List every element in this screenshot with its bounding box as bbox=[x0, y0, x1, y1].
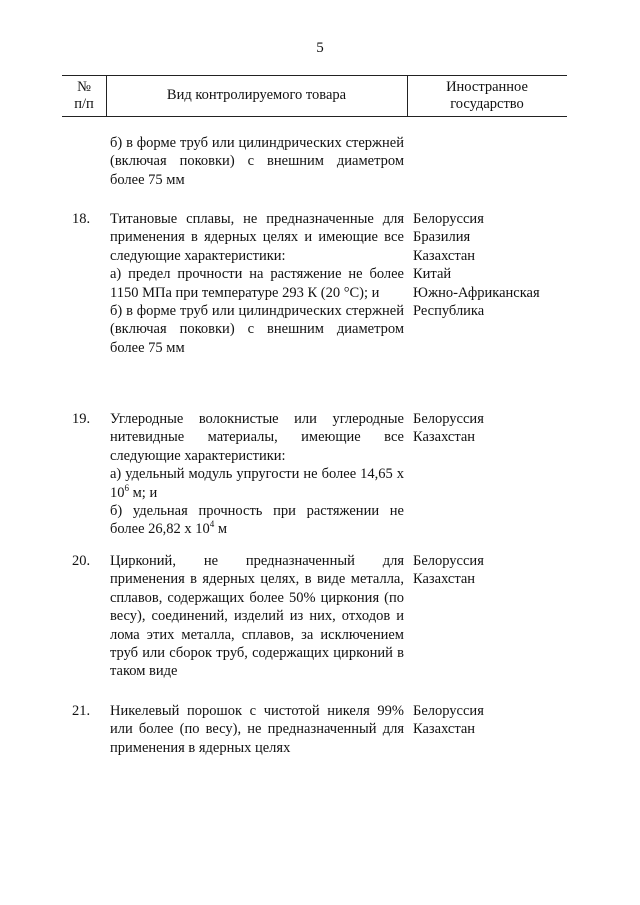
country: Южно-Африканская bbox=[413, 284, 540, 301]
item-b-exponent: 4 bbox=[209, 519, 215, 530]
row-description bbox=[110, 410, 404, 539]
description-item-b: б) в форме труб или цилиндрических стержней (включая поковки) с внешним диаметром более 75 мм bbox=[110, 303, 404, 356]
header-goods-type: Вид контролируемого товара bbox=[166, 87, 347, 103]
row-countries bbox=[413, 552, 573, 589]
country: Белоруссия bbox=[413, 553, 484, 569]
item-a-exponent: 6 bbox=[124, 482, 129, 493]
country: Казахстан bbox=[413, 721, 476, 738]
country: Белоруссия bbox=[413, 211, 484, 227]
item-a-text: а) удельный модуль упругости не более 14,65 x 10 bbox=[110, 466, 404, 501]
row-number: 20. bbox=[72, 553, 91, 569]
country: Бразилия bbox=[413, 229, 471, 246]
description-item-a bbox=[110, 465, 404, 502]
row-countries bbox=[413, 410, 573, 447]
description-paragraph: Никелевый порошок с чистотой никеля 99% или более (по весу), не предназначенный для применения в ядерных целях bbox=[110, 703, 404, 756]
row-description bbox=[110, 210, 404, 357]
header-foreign-state-line1: Иностранное bbox=[446, 79, 528, 95]
item-b-text: б) удельная прочность при растяжении не более 26,82 x 10 bbox=[110, 503, 404, 538]
page-number: 5 bbox=[316, 40, 324, 56]
row-description bbox=[110, 702, 404, 757]
header-number-column bbox=[62, 79, 106, 113]
row-description bbox=[110, 134, 404, 189]
country: Китай bbox=[413, 266, 452, 283]
table-header bbox=[62, 75, 567, 117]
row-countries bbox=[413, 210, 573, 320]
row-number: 21. bbox=[72, 703, 91, 719]
description-item-a: а) предел прочности на растяжение не более 1150 МПа при температуре 293 К (20 °С); и bbox=[110, 266, 404, 301]
row-number: 18. bbox=[72, 211, 91, 227]
country: Республика bbox=[413, 303, 485, 320]
header-foreign-state bbox=[407, 79, 567, 113]
description-paragraph: Титановые сплавы, не предназначенные для применения в ядерных целях и имеющие все следующие характеристики: bbox=[110, 211, 404, 264]
row-countries bbox=[413, 702, 573, 739]
country: Белоруссия bbox=[413, 411, 484, 427]
item-b-unit: м bbox=[214, 521, 228, 538]
country: Казахстан bbox=[413, 429, 476, 446]
header-number-symbol: № bbox=[77, 79, 91, 95]
header-foreign-state-line2: государство bbox=[450, 96, 524, 112]
description-paragraph: Углеродные волокнистые или углеродные нитевидные материалы, имеющие все следующие характеристики: bbox=[110, 411, 404, 464]
row-description bbox=[110, 552, 404, 681]
country: Казахстан bbox=[413, 247, 476, 264]
description-item-b bbox=[110, 502, 404, 539]
description-paragraph: Цирконий, не предназначенный для применения в ядерных целях, в виде металла, сплавов, содержащих более 50% циркония (по весу), соединений, изделий из них, отходов и лома этих металла, сплавов, за исключением труб или сборок труб, содержащих цирконий в таком виде bbox=[110, 553, 404, 680]
description-paragraph: б) в форме труб или цилиндрических стержней (включая поковки) с внешним диаметром более 75 мм bbox=[110, 135, 404, 188]
header-number-abbrev: п/п bbox=[74, 96, 94, 112]
country: Казахстан bbox=[413, 571, 476, 588]
country: Белоруссия bbox=[413, 703, 484, 719]
item-a-unit: м; и bbox=[129, 484, 158, 501]
row-number: 19. bbox=[72, 411, 91, 427]
